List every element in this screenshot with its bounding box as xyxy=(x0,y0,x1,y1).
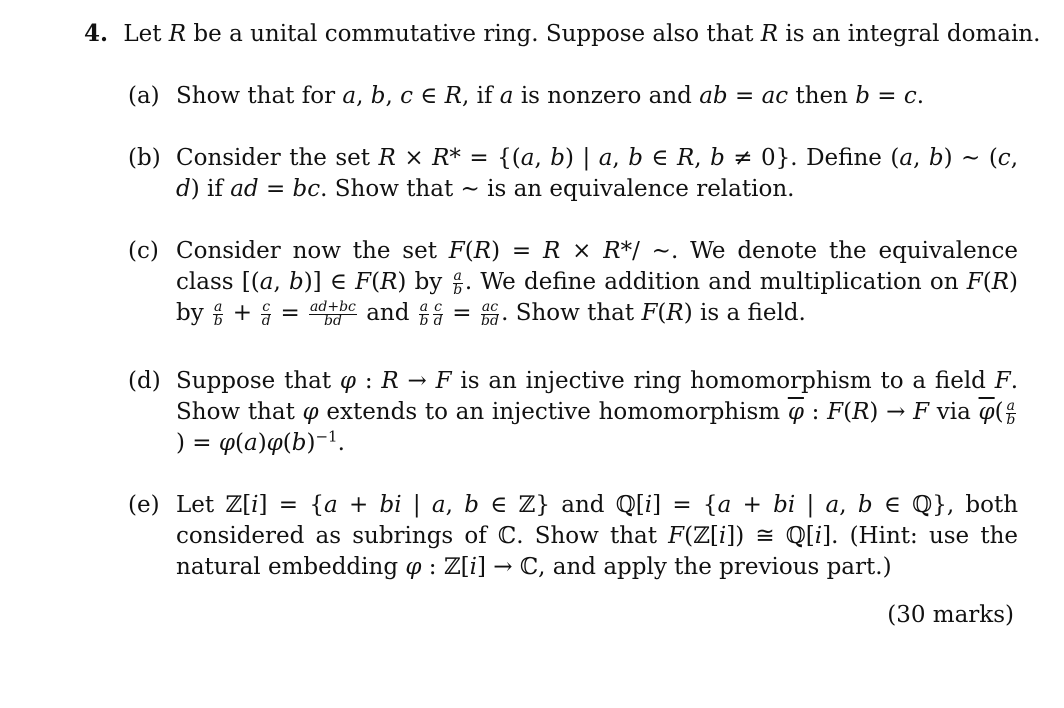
part-a-text: Show that for a, b, c ∈ R, if a is nonzero and ab = ac then b = c. xyxy=(176,83,925,109)
marks-label: (30 marks) xyxy=(887,602,1014,628)
part-b-text: Consider the set R × R* = {(a, b) | a, b ∈ R, b ≠ 0}. Define (a, b) ∼ (c, d) if ad = bc. Show that ∼ is an equivalence relation. xyxy=(176,145,1018,202)
part-e-label: (e) xyxy=(128,492,160,518)
part-e-text: Let ℤ[i] = {a + bi | a, b ∈ ℤ} and ℚ[i] = {a + bi | a, b ∈ ℚ}, both considered as subrings of ℂ. Show that F(ℤ[i]) ≅ ℚ[i]. (Hint: use the natural embedding φ : ℤ[i] → ℂ, and apply the previous part.) xyxy=(176,492,1019,580)
question-header xyxy=(84,18,1041,50)
question-number: 4. xyxy=(84,20,109,47)
part-d-label: (d) xyxy=(128,368,161,394)
part-d-text: Suppose that φ : R → F is an injective ring homomorphism to a field F. Show that φ extends to an injective homomorphism $\overline{\varphi}$ : F(R) → F via $\overline{\varphi}$( $\frac{a}{b}$ ) = $\varphi(a)\varphi(b)^{-1}$. xyxy=(176,368,1018,456)
part-e xyxy=(128,490,1018,583)
part-d xyxy=(128,366,1018,459)
part-c xyxy=(128,236,1018,329)
part-a-label: (a) xyxy=(128,83,160,109)
part-a xyxy=(128,81,1018,112)
part-c-label: (c) xyxy=(128,238,159,264)
question-intro: Let R be a unital commutative ring. Suppose also that R is an integral domain. xyxy=(123,21,1041,47)
part-b xyxy=(128,143,1018,205)
part-c-text: Consider now the set F(R) = R × R*/ ∼. We denote the equivalence class [(a, b)] ∈ F(R) by $\frac{a}{b}$ . We define addition and multiplication on F(R) by $\frac{a}{b}$ + $\frac{c}{d}$ = $\frac{ad+bc}{bd}$ and $\frac{a}{b}$ $\frac{c}{d}$ = $\frac{ac}{bd}$ . Show that F(R) is a field. xyxy=(176,238,1018,329)
part-b-label: (b) xyxy=(128,145,161,171)
